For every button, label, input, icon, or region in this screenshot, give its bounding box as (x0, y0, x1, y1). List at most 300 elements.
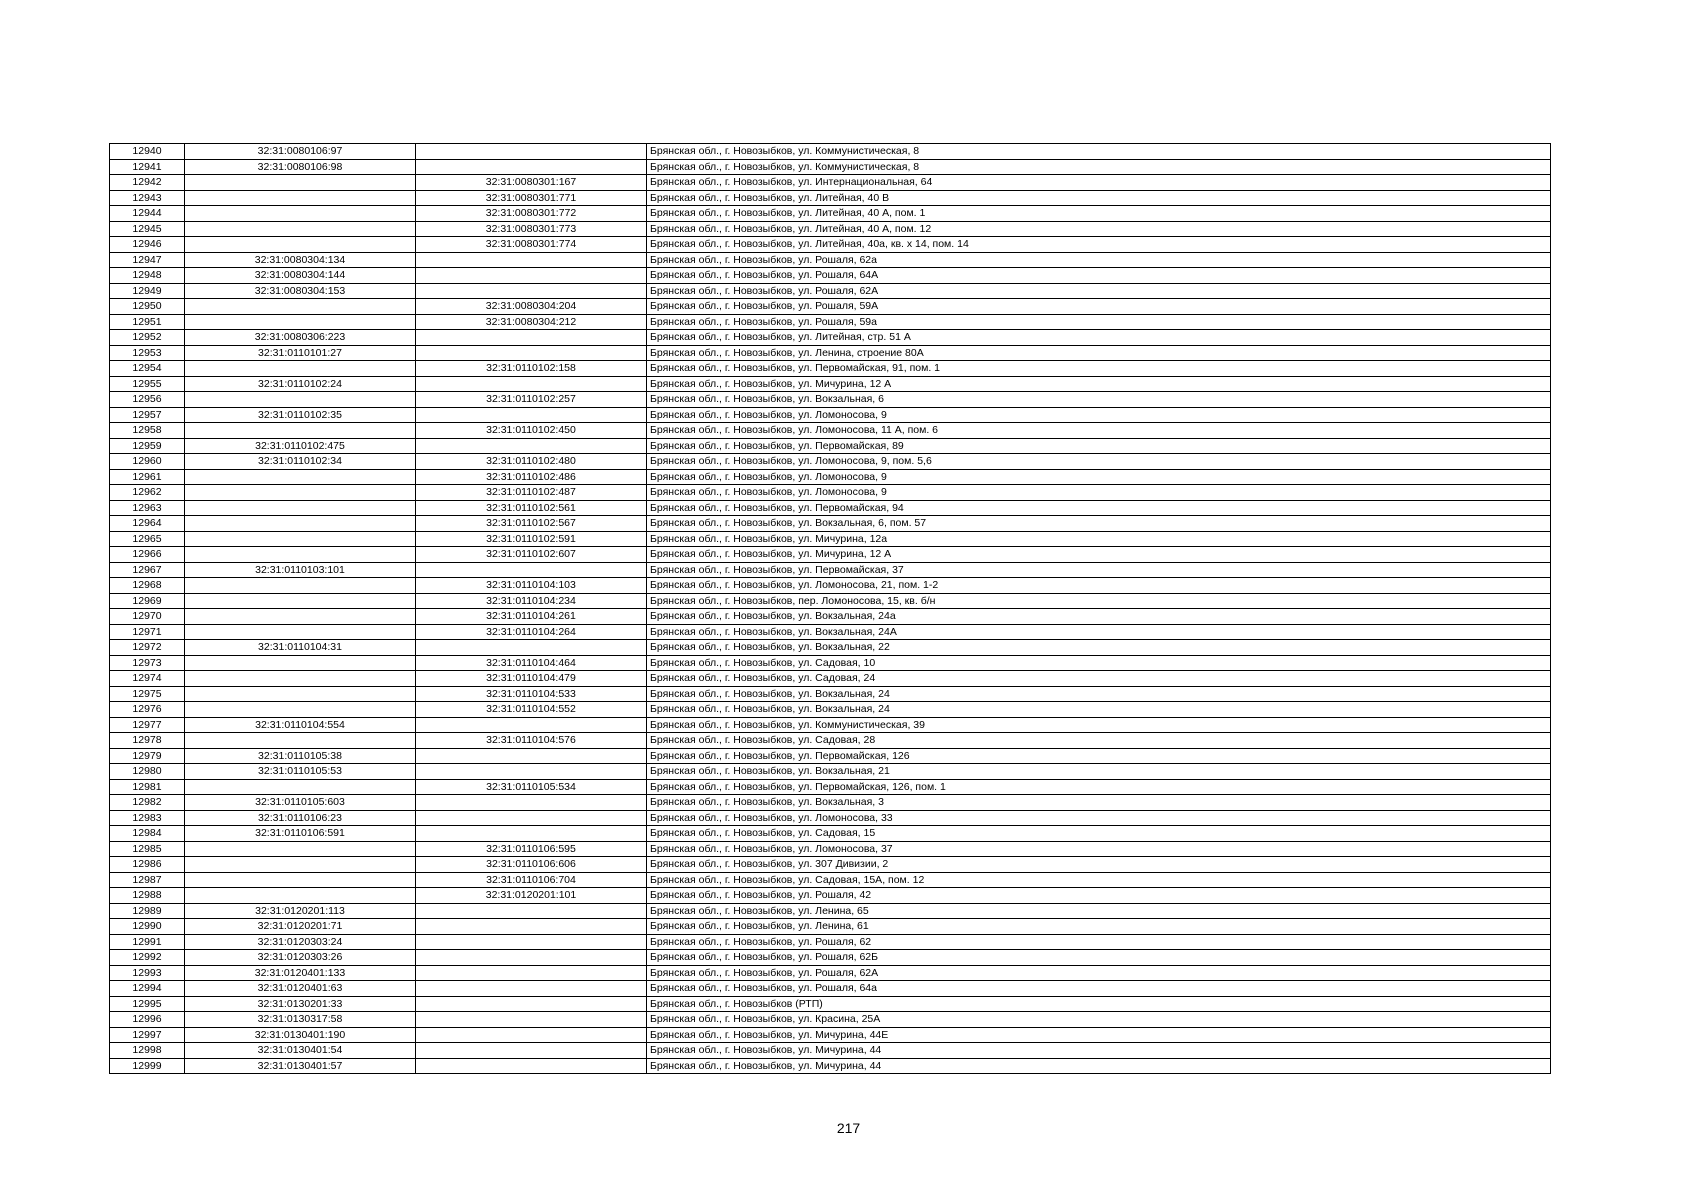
table-row (110, 748, 1551, 764)
row-number-cell: 12990 (110, 919, 185, 935)
cadastral-number-cell (185, 314, 416, 330)
secondary-cadastral-number-cell (416, 345, 647, 361)
secondary-cadastral-number-cell: 32:31:0110104:533 (416, 686, 647, 702)
cadastral-number-cell (185, 361, 416, 377)
table-row (110, 857, 1551, 873)
cadastral-number-cell: 32:31:0110106:591 (185, 826, 416, 842)
table-row (110, 314, 1551, 330)
address-cell: Брянская обл., г. Новозыбков, ул. Садовая, 28 (647, 733, 1551, 749)
secondary-cadastral-number-cell (416, 717, 647, 733)
cadastral-number-cell: 32:31:0110102:34 (185, 454, 416, 470)
secondary-cadastral-number-cell: 32:31:0110104:103 (416, 578, 647, 594)
cadastral-number-cell (185, 516, 416, 532)
secondary-cadastral-number-cell: 32:31:0080301:771 (416, 190, 647, 206)
secondary-cadastral-number-cell: 32:31:0080304:212 (416, 314, 647, 330)
row-number-cell: 12969 (110, 593, 185, 609)
row-number-cell: 12982 (110, 795, 185, 811)
secondary-cadastral-number-cell: 32:31:0080301:773 (416, 221, 647, 237)
cadastral-number-cell (185, 593, 416, 609)
address-cell: Брянская обл., г. Новозыбков, ул. Первомайская, 89 (647, 438, 1551, 454)
cadastral-number-cell: 32:31:0120201:113 (185, 903, 416, 919)
row-number-cell: 12977 (110, 717, 185, 733)
row-number-cell: 12953 (110, 345, 185, 361)
table-row (110, 1027, 1551, 1043)
secondary-cadastral-number-cell (416, 330, 647, 346)
table-row (110, 562, 1551, 578)
cadastral-number-cell: 32:31:0110106:23 (185, 810, 416, 826)
address-cell: Брянская обл., г. Новозыбков, ул. Первомайская, 94 (647, 500, 1551, 516)
cadastral-number-cell (185, 547, 416, 563)
address-cell: Брянская обл., г. Новозыбков, ул. Мичурина, 44Е (647, 1027, 1551, 1043)
address-cell: Брянская обл., г. Новозыбков, ул. Первомайская, 126 (647, 748, 1551, 764)
row-number-cell: 12940 (110, 144, 185, 160)
cadastral-number-cell: 32:31:0130401:54 (185, 1043, 416, 1059)
table-row (110, 996, 1551, 1012)
secondary-cadastral-number-cell (416, 640, 647, 656)
row-number-cell: 12951 (110, 314, 185, 330)
address-cell: Брянская обл., г. Новозыбков, ул. Рошаля, 59А (647, 299, 1551, 315)
table-row (110, 454, 1551, 470)
secondary-cadastral-number-cell (416, 826, 647, 842)
table-row (110, 1012, 1551, 1028)
address-cell: Брянская обл., г. Новозыбков, ул. Ломоносова, 9, пом. 5,6 (647, 454, 1551, 470)
row-number-cell: 12983 (110, 810, 185, 826)
row-number-cell: 12999 (110, 1058, 185, 1074)
table-row (110, 237, 1551, 253)
cadastral-number-cell (185, 733, 416, 749)
address-cell: Брянская обл., г. Новозыбков, ул. Вокзальная, 24А (647, 624, 1551, 640)
table-row (110, 764, 1551, 780)
address-cell: Брянская обл., г. Новозыбков, ул. Первомайская, 126, пом. 1 (647, 779, 1551, 795)
address-cell: Брянская обл., г. Новозыбков, ул. Вокзальная, 6 (647, 392, 1551, 408)
table-row (110, 1058, 1551, 1074)
cadastral-number-cell: 32:31:0080304:134 (185, 252, 416, 268)
address-cell: Брянская обл., г. Новозыбков, ул. Садовая, 15А, пом. 12 (647, 872, 1551, 888)
cadastral-number-cell: 32:31:0130201:33 (185, 996, 416, 1012)
row-number-cell: 12976 (110, 702, 185, 718)
table-row (110, 686, 1551, 702)
secondary-cadastral-number-cell (416, 562, 647, 578)
secondary-cadastral-number-cell (416, 934, 647, 950)
address-cell: Брянская обл., г. Новозыбков, ул. Рошаля, 62А (647, 965, 1551, 981)
table-row (110, 159, 1551, 175)
row-number-cell: 12978 (110, 733, 185, 749)
cadastral-number-cell (185, 655, 416, 671)
secondary-cadastral-number-cell: 32:31:0110106:595 (416, 841, 647, 857)
table-row (110, 469, 1551, 485)
row-number-cell: 12995 (110, 996, 185, 1012)
secondary-cadastral-number-cell (416, 438, 647, 454)
cadastral-number-cell: 32:31:0120201:71 (185, 919, 416, 935)
secondary-cadastral-number-cell (416, 268, 647, 284)
cadastral-number-cell (185, 578, 416, 594)
address-cell: Брянская обл., г. Новозыбков, ул. Мичурина, 12 А (647, 376, 1551, 392)
page-number: 217 (836, 1120, 861, 1136)
row-number-cell: 12963 (110, 500, 185, 516)
secondary-cadastral-number-cell: 32:31:0110102:158 (416, 361, 647, 377)
table-row (110, 702, 1551, 718)
secondary-cadastral-number-cell: 32:31:0110102:567 (416, 516, 647, 532)
cadastral-number-cell (185, 609, 416, 625)
row-number-cell: 12981 (110, 779, 185, 795)
address-cell: Брянская обл., г. Новозыбков, ул. Вокзальная, 3 (647, 795, 1551, 811)
cadastral-number-cell: 32:31:0110104:554 (185, 717, 416, 733)
address-cell: Брянская обл., г. Новозыбков, ул. Вокзальная, 24 (647, 686, 1551, 702)
address-cell: Брянская обл., г. Новозыбков, ул. Ломоносова, 21, пом. 1-2 (647, 578, 1551, 594)
secondary-cadastral-number-cell (416, 748, 647, 764)
cadastral-number-cell: 32:31:0110103:101 (185, 562, 416, 578)
address-cell: Брянская обл., г. Новозыбков, ул. Ленина, 61 (647, 919, 1551, 935)
secondary-cadastral-number-cell (416, 252, 647, 268)
row-number-cell: 12950 (110, 299, 185, 315)
cadastral-number-cell: 32:31:0080106:97 (185, 144, 416, 160)
address-cell: Брянская обл., г. Новозыбков, ул. Вокзальная, 24а (647, 609, 1551, 625)
row-number-cell: 12994 (110, 981, 185, 997)
table-row (110, 221, 1551, 237)
table-row (110, 144, 1551, 160)
table-row (110, 330, 1551, 346)
secondary-cadastral-number-cell: 32:31:0110106:606 (416, 857, 647, 873)
table-row (110, 206, 1551, 222)
row-number-cell: 12947 (110, 252, 185, 268)
address-cell: Брянская обл., г. Новозыбков, ул. Рошаля, 62а (647, 252, 1551, 268)
table-row (110, 640, 1551, 656)
row-number-cell: 12973 (110, 655, 185, 671)
row-number-cell: 12944 (110, 206, 185, 222)
address-cell: Брянская обл., г. Новозыбков, ул. Рошаля, 62Б (647, 950, 1551, 966)
secondary-cadastral-number-cell (416, 981, 647, 997)
address-cell: Брянская обл., г. Новозыбков, ул. Ленина, строение 80А (647, 345, 1551, 361)
table-row (110, 655, 1551, 671)
row-number-cell: 12943 (110, 190, 185, 206)
address-cell: Брянская обл., г. Новозыбков, ул. Мичурина, 12а (647, 531, 1551, 547)
row-number-cell: 12962 (110, 485, 185, 501)
table-row (110, 547, 1551, 563)
table-row (110, 779, 1551, 795)
address-cell: Брянская обл., г. Новозыбков, ул. Красина, 25А (647, 1012, 1551, 1028)
table-row (110, 299, 1551, 315)
secondary-cadastral-number-cell (416, 903, 647, 919)
cadastral-number-cell (185, 299, 416, 315)
cadastral-number-cell: 32:31:0120303:26 (185, 950, 416, 966)
row-number-cell: 12955 (110, 376, 185, 392)
row-number-cell: 12970 (110, 609, 185, 625)
row-number-cell: 12974 (110, 671, 185, 687)
cadastral-number-cell: 32:31:0110102:475 (185, 438, 416, 454)
secondary-cadastral-number-cell: 32:31:0110104:464 (416, 655, 647, 671)
table-row (110, 345, 1551, 361)
table-row (110, 268, 1551, 284)
address-cell: Брянская обл., г. Новозыбков, ул. Ломоносова, 11 А, пом. 6 (647, 423, 1551, 439)
secondary-cadastral-number-cell: 32:31:0110106:704 (416, 872, 647, 888)
table-row (110, 593, 1551, 609)
row-number-cell: 12992 (110, 950, 185, 966)
address-cell: Брянская обл., г. Новозыбков, ул. Ленина, 65 (647, 903, 1551, 919)
secondary-cadastral-number-cell: 32:31:0110104:234 (416, 593, 647, 609)
table-row (110, 810, 1551, 826)
secondary-cadastral-number-cell: 32:31:0110102:487 (416, 485, 647, 501)
cadastral-number-cell: 32:31:0110105:38 (185, 748, 416, 764)
address-cell: Брянская обл., г. Новозыбков, ул. Вокзальная, 24 (647, 702, 1551, 718)
table-row (110, 1043, 1551, 1059)
row-number-cell: 12971 (110, 624, 185, 640)
address-cell: Брянская обл., г. Новозыбков, ул. 307 Дивизии, 2 (647, 857, 1551, 873)
cadastral-number-cell: 32:31:0130317:58 (185, 1012, 416, 1028)
row-number-cell: 12956 (110, 392, 185, 408)
row-number-cell: 12984 (110, 826, 185, 842)
row-number-cell: 12958 (110, 423, 185, 439)
table-row (110, 965, 1551, 981)
cadastral-number-cell (185, 392, 416, 408)
cadastral-number-cell: 32:31:0110101:27 (185, 345, 416, 361)
row-number-cell: 12945 (110, 221, 185, 237)
row-number-cell: 12960 (110, 454, 185, 470)
address-cell: Брянская обл., г. Новозыбков (РТП) (647, 996, 1551, 1012)
table-row (110, 392, 1551, 408)
secondary-cadastral-number-cell (416, 407, 647, 423)
table-row (110, 609, 1551, 625)
secondary-cadastral-number-cell: 32:31:0080301:167 (416, 175, 647, 191)
cadastral-number-cell (185, 531, 416, 547)
address-cell: Брянская обл., г. Новозыбков, ул. Мичурина, 44 (647, 1058, 1551, 1074)
table-row (110, 376, 1551, 392)
address-cell: Брянская обл., г. Новозыбков, ул. Литейная, 40 А, пом. 1 (647, 206, 1551, 222)
table-row (110, 733, 1551, 749)
table-row (110, 981, 1551, 997)
row-number-cell: 12957 (110, 407, 185, 423)
row-number-cell: 12987 (110, 872, 185, 888)
cadastral-number-cell: 32:31:0110102:24 (185, 376, 416, 392)
cadastral-number-cell: 32:31:0120401:133 (185, 965, 416, 981)
address-cell: Брянская обл., г. Новозыбков, ул. Рошаля, 64А (647, 268, 1551, 284)
cadastral-number-cell (185, 624, 416, 640)
address-cell: Брянская обл., г. Новозыбков, ул. Ломоносова, 9 (647, 407, 1551, 423)
row-number-cell: 12993 (110, 965, 185, 981)
secondary-cadastral-number-cell: 32:31:0110102:591 (416, 531, 647, 547)
address-cell: Брянская обл., г. Новозыбков, ул. Мичурина, 12 А (647, 547, 1551, 563)
row-number-cell: 12942 (110, 175, 185, 191)
secondary-cadastral-number-cell (416, 810, 647, 826)
address-cell: Брянская обл., г. Новозыбков, ул. Рошаля, 64а (647, 981, 1551, 997)
table-row (110, 624, 1551, 640)
registry-table-body (110, 144, 1551, 1074)
cadastral-number-cell: 32:31:0130401:190 (185, 1027, 416, 1043)
row-number-cell: 12972 (110, 640, 185, 656)
address-cell: Брянская обл., г. Новозыбков, ул. Вокзальная, 21 (647, 764, 1551, 780)
secondary-cadastral-number-cell (416, 764, 647, 780)
secondary-cadastral-number-cell (416, 1012, 647, 1028)
secondary-cadastral-number-cell: 32:31:0110102:607 (416, 547, 647, 563)
table-row (110, 485, 1551, 501)
table-row (110, 190, 1551, 206)
secondary-cadastral-number-cell (416, 996, 647, 1012)
cadastral-number-cell (185, 857, 416, 873)
row-number-cell: 12986 (110, 857, 185, 873)
table-row (110, 934, 1551, 950)
secondary-cadastral-number-cell: 32:31:0110102:486 (416, 469, 647, 485)
cadastral-number-cell: 32:31:0110105:603 (185, 795, 416, 811)
secondary-cadastral-number-cell (416, 919, 647, 935)
cadastral-number-cell (185, 702, 416, 718)
secondary-cadastral-number-cell: 32:31:0110104:479 (416, 671, 647, 687)
address-cell: Брянская обл., г. Новозыбков, ул. Интернациональная, 64 (647, 175, 1551, 191)
address-cell: Брянская обл., г. Новозыбков, ул. Литейная, 40 В (647, 190, 1551, 206)
cadastral-number-cell (185, 423, 416, 439)
address-cell: Брянская обл., г. Новозыбков, ул. Рошаля, 62А (647, 283, 1551, 299)
address-cell: Брянская обл., г. Новозыбков, ул. Ломоносова, 33 (647, 810, 1551, 826)
address-cell: Брянская обл., г. Новозыбков, ул. Литейная, стр. 51 А (647, 330, 1551, 346)
row-number-cell: 12996 (110, 1012, 185, 1028)
secondary-cadastral-number-cell (416, 950, 647, 966)
secondary-cadastral-number-cell: 32:31:0110105:534 (416, 779, 647, 795)
row-number-cell: 12966 (110, 547, 185, 563)
secondary-cadastral-number-cell: 32:31:0110102:480 (416, 454, 647, 470)
row-number-cell: 12989 (110, 903, 185, 919)
cadastral-number-cell (185, 190, 416, 206)
table-row (110, 438, 1551, 454)
table-row (110, 423, 1551, 439)
cadastral-number-cell: 32:31:0120303:24 (185, 934, 416, 950)
secondary-cadastral-number-cell: 32:31:0110102:257 (416, 392, 647, 408)
secondary-cadastral-number-cell (416, 965, 647, 981)
secondary-cadastral-number-cell: 32:31:0080304:204 (416, 299, 647, 315)
cadastral-number-cell (185, 779, 416, 795)
address-cell: Брянская обл., г. Новозыбков, ул. Вокзальная, 22 (647, 640, 1551, 656)
cadastral-number-cell (185, 872, 416, 888)
table-row (110, 950, 1551, 966)
secondary-cadastral-number-cell (416, 795, 647, 811)
row-number-cell: 12991 (110, 934, 185, 950)
address-cell: Брянская обл., г. Новозыбков, ул. Мичурина, 44 (647, 1043, 1551, 1059)
secondary-cadastral-number-cell: 32:31:0080301:774 (416, 237, 647, 253)
registry-table (109, 143, 1551, 1074)
address-cell: Брянская обл., г. Новозыбков, пер. Ломоносова, 15, кв. б/н (647, 593, 1551, 609)
address-cell: Брянская обл., г. Новозыбков, ул. Коммунистическая, 8 (647, 144, 1551, 160)
secondary-cadastral-number-cell: 32:31:0110104:576 (416, 733, 647, 749)
table-row (110, 872, 1551, 888)
row-number-cell: 12964 (110, 516, 185, 532)
row-number-cell: 12965 (110, 531, 185, 547)
row-number-cell: 12975 (110, 686, 185, 702)
row-number-cell: 12997 (110, 1027, 185, 1043)
secondary-cadastral-number-cell: 32:31:0110102:450 (416, 423, 647, 439)
address-cell: Брянская обл., г. Новозыбков, ул. Первомайская, 37 (647, 562, 1551, 578)
address-cell: Брянская обл., г. Новозыбков, ул. Рошаля, 59а (647, 314, 1551, 330)
address-cell: Брянская обл., г. Новозыбков, ул. Первомайская, 91, пом. 1 (647, 361, 1551, 377)
address-cell: Брянская обл., г. Новозыбков, ул. Садовая, 15 (647, 826, 1551, 842)
row-number-cell: 12979 (110, 748, 185, 764)
address-cell: Брянская обл., г. Новозыбков, ул. Ломоносова, 9 (647, 469, 1551, 485)
cadastral-number-cell (185, 206, 416, 222)
table-row (110, 919, 1551, 935)
table-row (110, 578, 1551, 594)
cadastral-number-cell (185, 841, 416, 857)
cadastral-number-cell: 32:31:0080306:223 (185, 330, 416, 346)
cadastral-number-cell (185, 686, 416, 702)
row-number-cell: 12941 (110, 159, 185, 175)
row-number-cell: 12980 (110, 764, 185, 780)
cadastral-number-cell: 32:31:0110102:35 (185, 407, 416, 423)
secondary-cadastral-number-cell (416, 144, 647, 160)
secondary-cadastral-number-cell: 32:31:0110102:561 (416, 500, 647, 516)
table-row (110, 717, 1551, 733)
cadastral-number-cell: 32:31:0130401:57 (185, 1058, 416, 1074)
table-row (110, 531, 1551, 547)
row-number-cell: 12988 (110, 888, 185, 904)
row-number-cell: 12959 (110, 438, 185, 454)
table-row (110, 407, 1551, 423)
row-number-cell: 12948 (110, 268, 185, 284)
address-cell: Брянская обл., г. Новозыбков, ул. Рошаля, 62 (647, 934, 1551, 950)
row-number-cell: 12968 (110, 578, 185, 594)
secondary-cadastral-number-cell (416, 1043, 647, 1059)
table-row (110, 903, 1551, 919)
table-row (110, 175, 1551, 191)
secondary-cadastral-number-cell: 32:31:0120201:101 (416, 888, 647, 904)
table-row (110, 795, 1551, 811)
cadastral-number-cell: 32:31:0080304:153 (185, 283, 416, 299)
table-row (110, 500, 1551, 516)
cadastral-number-cell: 32:31:0080304:144 (185, 268, 416, 284)
row-number-cell: 12952 (110, 330, 185, 346)
secondary-cadastral-number-cell: 32:31:0110104:264 (416, 624, 647, 640)
cadastral-number-cell (185, 237, 416, 253)
address-cell: Брянская обл., г. Новозыбков, ул. Ломоносова, 9 (647, 485, 1551, 501)
table-row (110, 671, 1551, 687)
row-number-cell: 12954 (110, 361, 185, 377)
row-number-cell: 12961 (110, 469, 185, 485)
cadastral-number-cell: 32:31:0110104:31 (185, 640, 416, 656)
row-number-cell: 12967 (110, 562, 185, 578)
row-number-cell: 12949 (110, 283, 185, 299)
table-row (110, 252, 1551, 268)
cadastral-number-cell (185, 175, 416, 191)
secondary-cadastral-number-cell (416, 376, 647, 392)
table-row (110, 888, 1551, 904)
address-cell: Брянская обл., г. Новозыбков, ул. Садовая, 24 (647, 671, 1551, 687)
secondary-cadastral-number-cell (416, 159, 647, 175)
row-number-cell: 12985 (110, 841, 185, 857)
table-row (110, 516, 1551, 532)
cadastral-number-cell: 32:31:0110105:53 (185, 764, 416, 780)
address-cell: Брянская обл., г. Новозыбков, ул. Вокзальная, 6, пом. 57 (647, 516, 1551, 532)
secondary-cadastral-number-cell: 32:31:0110104:261 (416, 609, 647, 625)
row-number-cell: 12946 (110, 237, 185, 253)
address-cell: Брянская обл., г. Новозыбков, ул. Коммунистическая, 39 (647, 717, 1551, 733)
cadastral-number-cell: 32:31:0120401:63 (185, 981, 416, 997)
cadastral-number-cell (185, 221, 416, 237)
row-number-cell: 12998 (110, 1043, 185, 1059)
cadastral-number-cell: 32:31:0080106:98 (185, 159, 416, 175)
cadastral-number-cell (185, 671, 416, 687)
table-row (110, 361, 1551, 377)
address-cell: Брянская обл., г. Новозыбков, ул. Ломоносова, 37 (647, 841, 1551, 857)
cadastral-number-cell (185, 888, 416, 904)
secondary-cadastral-number-cell (416, 1058, 647, 1074)
address-cell: Брянская обл., г. Новозыбков, ул. Литейная, 40а, кв. х 14, пом. 14 (647, 237, 1551, 253)
address-cell: Брянская обл., г. Новозыбков, ул. Садовая, 10 (647, 655, 1551, 671)
secondary-cadastral-number-cell (416, 1027, 647, 1043)
address-cell: Брянская обл., г. Новозыбков, ул. Коммунистическая, 8 (647, 159, 1551, 175)
table-row (110, 283, 1551, 299)
table-row (110, 826, 1551, 842)
secondary-cadastral-number-cell: 32:31:0080301:772 (416, 206, 647, 222)
cadastral-number-cell (185, 485, 416, 501)
table-row (110, 841, 1551, 857)
secondary-cadastral-number-cell (416, 283, 647, 299)
address-cell: Брянская обл., г. Новозыбков, ул. Литейная, 40 А, пом. 12 (647, 221, 1551, 237)
cadastral-number-cell (185, 500, 416, 516)
